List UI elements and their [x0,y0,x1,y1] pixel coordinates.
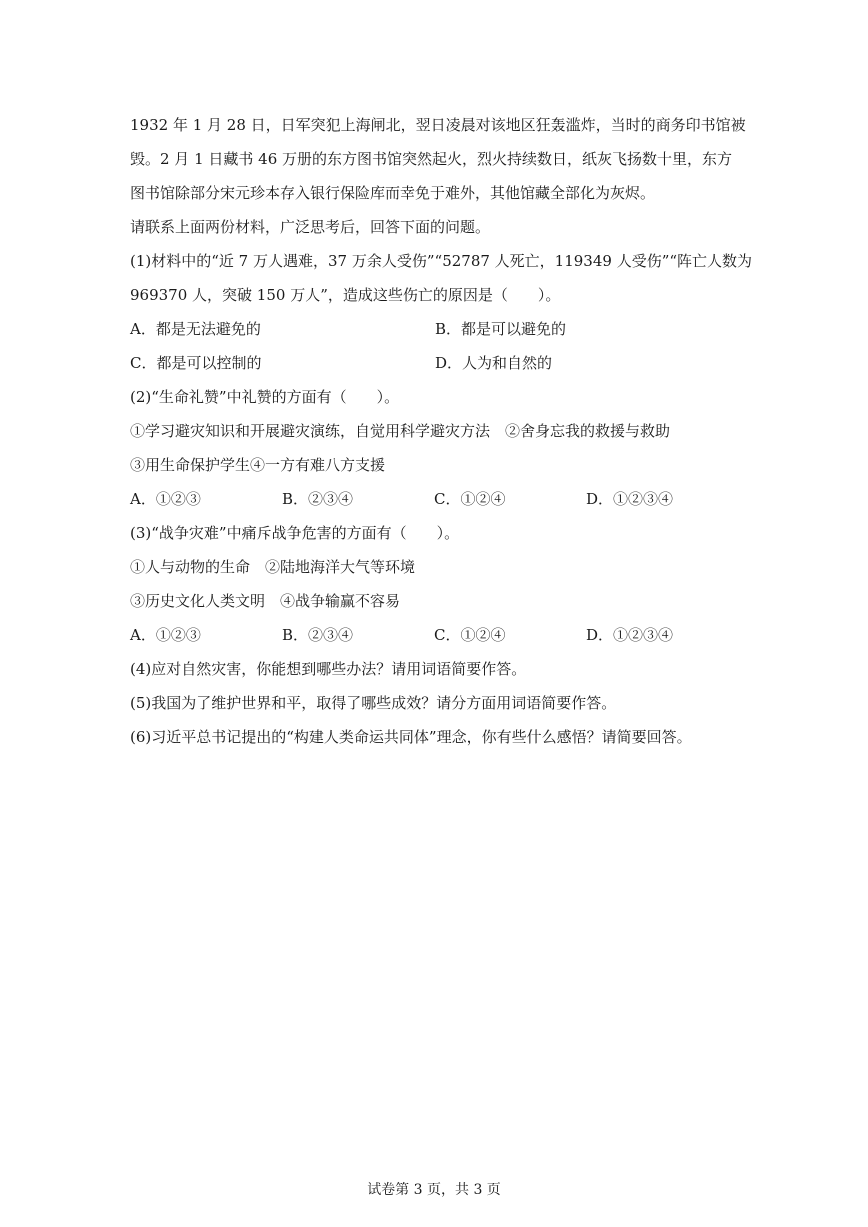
question-2-item: ①学习避灾知识和开展避灾演练，自觉用科学避灾方法 ②舍身忘我的救援与救助 [130,422,671,440]
option-b: B．②③④ [282,626,354,644]
question-content [130,108,753,754]
option-d: D．①②③④ [586,626,674,644]
question-2-stem: (2)“生命礼赞”中礼赞的方面有（ ）。 [130,388,400,406]
option-b: B．都是可以避免的 [435,320,567,338]
question-1-stem: (1)材料中的“近 7 万人遇难，37 万余人受伤”“52787 人死亡，119349 人受伤”“阵亡人数为 [130,252,753,270]
option-a: A．①②③ [130,626,201,644]
question-1-stem: 969370 人，突破 150 万人”，造成这些伤亡的原因是（ ）。 [130,286,561,304]
question-3-item: ③历史文化人类文明 ④战争输赢不容易 [130,592,401,610]
question-5: (5)我国为了维护世界和平，取得了哪些成效？请分方面用词语简要作答。 [130,694,617,712]
question-3-item: ①人与动物的生命 ②陆地海洋大气等环境 [130,558,416,576]
question-6: (6)习近平总书记提出的“构建人类命运共同体”理念，你有些什么感悟？请简要回答。 [130,728,692,746]
question-1 [130,244,753,380]
option-d: D．①②③④ [586,490,674,508]
question-2-item: ③用生命保护学生④一方有难八方支援 [130,456,386,474]
question-3-stem: (3)“战争灾难”中痛斥战争危害的方面有（ ）。 [130,524,460,542]
option-a: A．都是无法避免的 [130,320,261,338]
instruction-text: 请联系上面两份材料，广泛思考后，回答下面的问题。 [130,218,491,236]
question-2-options-row [130,482,740,516]
option-c: C．①②④ [434,490,506,508]
page-footer: 试卷第 3 页，共 3 页 [367,1182,501,1198]
question-1-options-row [130,312,740,346]
question-3-options-row [130,618,740,652]
option-a: A．①②③ [130,490,201,508]
material-line: 1932 年 1 月 28 日，日军突犯上海闸北，翌日凌晨对该地区狂轰滥炸，当时的商务印书馆被 [130,116,746,134]
question-1-options-row [130,346,740,380]
question-4: (4)应对自然灾害，你能想到哪些办法？请用词语简要作答。 [130,660,527,678]
option-d: D．人为和自然的 [435,354,553,372]
material-paragraph [130,108,746,210]
material-line: 毁。2 月 1 日藏书 46 万册的东方图书馆突然起火，烈火持续数日，纸灰飞扬数十里，东方 [130,150,733,168]
option-c: C．都是可以控制的 [130,354,262,372]
material-line: 图书馆除部分宋元珍本存入银行保险库而幸免于难外，其他馆藏全部化为灰烬。 [130,184,656,202]
option-c: C．①②④ [434,626,506,644]
option-b: B．②③④ [282,490,354,508]
question-3 [130,516,740,652]
question-2 [130,380,740,516]
